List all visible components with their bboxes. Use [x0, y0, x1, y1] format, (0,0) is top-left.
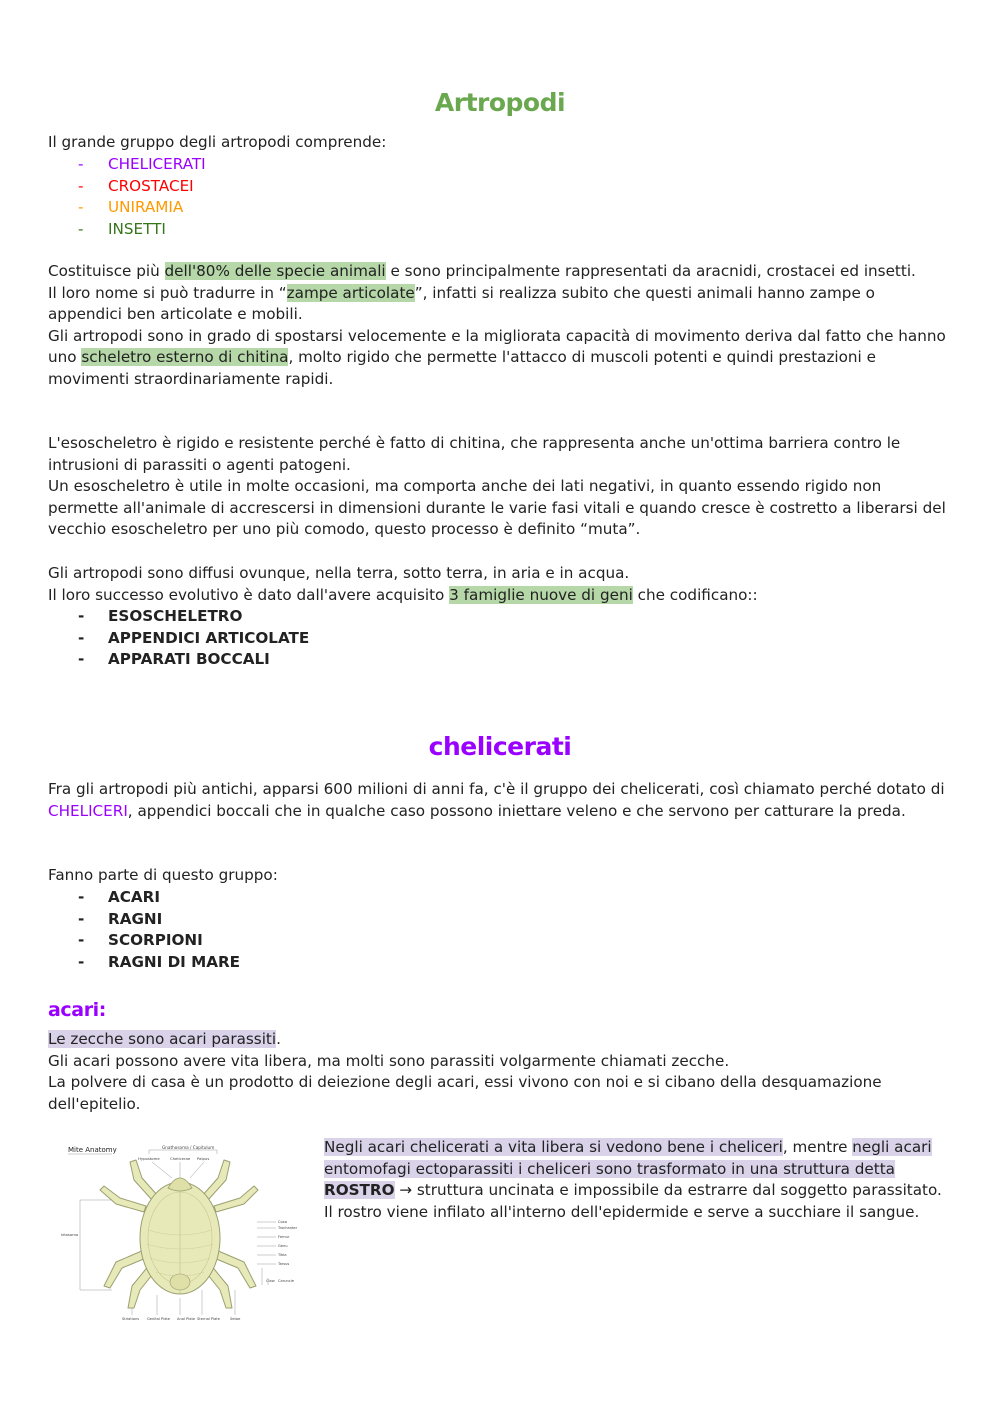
- list-item: - ACARI: [78, 887, 240, 909]
- chelicerati-intro: [48, 779, 953, 822]
- figure-label: Palpus: [197, 1156, 210, 1161]
- paragraph-group-1: [48, 261, 953, 391]
- figure-label: Setae: [230, 1317, 241, 1321]
- genes-list: [78, 606, 309, 671]
- highlight: negli acari entomofagi ectoparassiti i cheliceri sono trasformato in una struttura detta: [324, 1138, 932, 1178]
- highlight-bold: ROSTRO: [324, 1181, 395, 1200]
- figure-label: Femur: [278, 1235, 290, 1239]
- figure-label: Caruncle: [278, 1279, 294, 1283]
- paragraph: Fanno parte di questo gruppo:: [48, 866, 278, 884]
- figure-label: Idiosoma: [61, 1232, 79, 1237]
- bullet-dash: -: [78, 155, 84, 173]
- highlight: zampe articolate: [286, 283, 415, 302]
- figure-label: Tarsus: [278, 1262, 290, 1266]
- bullet-dash: -: [78, 198, 84, 217]
- intro-line: Il grande gruppo degli artropodi comprende:: [48, 133, 387, 151]
- group-label: UNIRAMIA: [108, 198, 184, 217]
- groups-list: [78, 154, 206, 240]
- figure-title: Mite Anatomy: [68, 1146, 117, 1154]
- paragraph: Le zecche sono acari parassiti.: [48, 1030, 281, 1048]
- bullet-dash: -: [78, 607, 85, 625]
- paragraph: Gli artropodi sono in grado di spostarsi velocemente e la migliorata capacità di movimento deriva dal fatto che hanno uno scheletro esterno di chitina, molto rigido che permette l'attacco di muscoli potenti e quindi prestazioni e movimenti straordinariamente rapidi.: [48, 326, 946, 388]
- figure-label: Claw: [266, 1279, 275, 1283]
- list-item: - APPENDICI ARTICOLATE: [78, 628, 309, 650]
- highlight: scheletro esterno di chitina: [81, 348, 289, 367]
- acari-text: [48, 1029, 953, 1115]
- paragraph: Il loro successo evolutivo è dato dall'avere acquisito 3 famiglie nuove di geni che codificano::: [48, 585, 758, 604]
- paragraph: Fra gli artropodi più antichi, apparsi 600 milioni di anni fa, c'è il gruppo dei chelicerati, così chiamato perché dotato di CHELICERI, appendici boccali che in qualche caso possono iniettare veleno e che servono per catturare la preda.: [48, 780, 945, 820]
- list-item: [78, 219, 206, 241]
- list-item: - RAGNI: [78, 909, 240, 931]
- paragraph: Gli acari possono avere vita libera, ma molti sono parassiti volgarmente chiamati zecche.: [48, 1051, 730, 1070]
- paragraph-group-2: [48, 433, 953, 541]
- paragraph: Il loro nome si può tradurre in “zampe articolate”, infatti si realizza subito che questi animali hanno zampe o appendici ben articolate e mobili.: [48, 283, 875, 324]
- figure-label: Chelicerae: [170, 1156, 191, 1161]
- highlight: Le zecche sono acari parassiti: [48, 1030, 277, 1048]
- highlight: Negli acari chelicerati a vita libera si vedono bene i cheliceri: [324, 1138, 783, 1156]
- figure-label: Gnathosoma / Capitulum: [162, 1145, 215, 1150]
- group-label: INSETTI: [108, 219, 166, 238]
- figure-label: Hypostome: [138, 1156, 160, 1161]
- figure-label: Sternal Plate: [197, 1317, 220, 1321]
- list-item: [78, 176, 206, 198]
- bullet-dash: -: [78, 909, 85, 928]
- members-intro: [48, 865, 953, 887]
- intro-text: [48, 132, 953, 154]
- section-title-artropodi: Artropodi: [434, 88, 566, 117]
- group-label: CROSTACEI: [108, 176, 194, 195]
- paragraph: Negli acari chelicerati a vita libera si vedono bene i cheliceri, mentre negli acari entomofagi ectoparassiti i cheliceri sono trasformato in una struttura detta ROSTRO → struttura uncinata e impossibile da estrarre dal soggetto parassitato.: [324, 1138, 942, 1200]
- paragraph: La polvere di casa è un prodotto di deiezione degli acari, essi vivono con noi e si cibano della desquamazione dell'epitelio.: [48, 1073, 882, 1113]
- bullet-dash: -: [78, 650, 85, 669]
- figure-label: Anal Plate: [177, 1317, 196, 1321]
- list-item: - RAGNI DI MARE: [78, 952, 240, 974]
- paragraph: Gli artropodi sono diffusi ovunque, nella terra, sotto terra, in aria e in acqua.: [48, 564, 630, 582]
- figure-label: Tibia: [278, 1253, 287, 1257]
- figure-label: Genu: [278, 1244, 288, 1248]
- list-item: - ESOSCHELETRO: [78, 606, 309, 628]
- list-item: - SCORPIONI: [78, 930, 240, 952]
- bullet-dash: -: [78, 176, 84, 195]
- members-list: [78, 887, 240, 973]
- group-label: CHELICERATI: [108, 155, 206, 173]
- figure-label: Trochanter: [278, 1226, 298, 1230]
- acari-side-text: [324, 1137, 954, 1223]
- figure-label: Genital Plate: [147, 1317, 171, 1321]
- list-item: [78, 154, 206, 176]
- section-title-chelicerati: chelicerati: [428, 732, 572, 761]
- paragraph: Costituisce più dell'80% delle specie animali e sono principalmente rappresentati da aracnidi, crostacei ed insetti.: [48, 262, 916, 280]
- subheading-acari: acari:: [48, 999, 106, 1021]
- highlight: 3 famiglie nuove di geni: [449, 585, 633, 604]
- bullet-dash: -: [78, 931, 85, 950]
- paragraph-group-3: [48, 563, 953, 606]
- bullet-dash: -: [78, 952, 85, 971]
- paragraph: L'esoscheletro è rigido e resistente perché è fatto di chitina, che rappresenta anche un'ottima barriera contro le intrusioni di parassiti o agenti patogeni.: [48, 434, 901, 474]
- bullet-dash: -: [78, 219, 84, 238]
- figure-label: Striations: [122, 1317, 140, 1321]
- list-item: [78, 197, 206, 219]
- figure-label: Coxa: [278, 1220, 287, 1224]
- bullet-dash: -: [78, 888, 85, 906]
- colored-term: CHELICERI: [48, 801, 128, 820]
- paragraph: Un esoscheletro è utile in molte occasioni, ma comporta anche dei lati negativi, in quanto essendo rigido non permette all'animale di accrescersi in dimensioni durante le varie fasi vitali e quando cresce è costretto a liberarsi del vecchio esoscheletro per uno più comodo, questo processo è definito “muta”.: [48, 477, 946, 539]
- paragraph: Il rostro viene infilato all'interno dell'epidermide e serve a succhiare il sangue.: [324, 1202, 920, 1221]
- highlight: dell'80% delle specie animali: [164, 262, 386, 280]
- bullet-dash: -: [78, 628, 85, 647]
- mite-anatomy-diagram: [52, 1140, 302, 1325]
- list-item: - APPARATI BOCCALI: [78, 649, 309, 671]
